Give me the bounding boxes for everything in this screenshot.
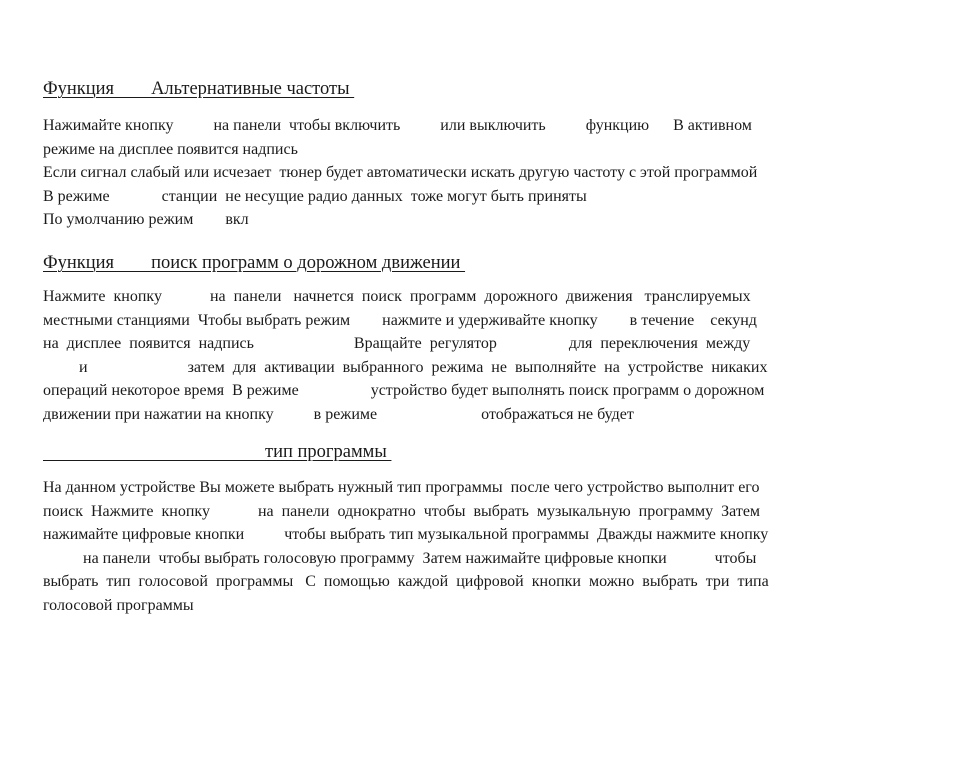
heading-program-type: тип программы (43, 442, 392, 462)
paragraph-line: Нажмите кнопку на панели начнется поиск программ дорожного движения транслируемых (43, 288, 751, 305)
paragraph-line: местными станциями Чтобы выбрать режим нажмите и удерживайте кнопку в течение секунд (43, 311, 757, 329)
paragraph-line: операций некоторое время В режиме устройство будет выполнять поиск программ о дорожном (43, 382, 765, 400)
paragraph-line: движении при нажатии на кнопку в режиме отображаться не будет (43, 405, 634, 423)
section-alternative-frequencies-text (43, 114, 889, 232)
paragraph-line: на панели чтобы выбрать голосовую программу Затем нажимайте цифровые кнопки чтобы (43, 549, 757, 567)
paragraph-line: Нажимайте кнопку на панели чтобы включить или выключить функцию В активном (43, 117, 752, 134)
paragraph-line: выбрать тип голосовой программы С помощью каждой цифровой кнопки можно выбрать три типа (43, 573, 769, 591)
heading-alternative-frequencies: Функция Альтернативные частоты (43, 79, 355, 99)
paragraph-line: По умолчанию режим вкл (43, 211, 249, 229)
paragraph-line: поиск Нажмите кнопку на панели однократно чтобы выбрать музыкальную программу Затем (43, 502, 761, 520)
paragraph-line: В режиме станции не несущие радио данных тоже могут быть приняты (43, 187, 587, 205)
paragraph-line: голосовой программы (43, 596, 194, 614)
paragraph-line: Если сигнал слабый или исчезает тюнер будет автоматически искать другую частоту с этой программой (43, 164, 758, 182)
heading-traffic-program-search: Функция поиск программ о дорожном движении (43, 253, 466, 273)
paragraph-line: на дисплее появится надпись Вращайте регулятор для переключения между (43, 335, 751, 353)
paragraph-line: и затем для активации выбранного режима не выполняйте на устройстве никаких (43, 358, 768, 376)
paragraph-line: На данном устройстве Вы можете выбрать нужный тип программы после чего устройство выполнит его (43, 479, 760, 496)
section-program-type-text (43, 476, 889, 618)
paragraph-line: режиме на дисплее появится надпись (43, 140, 298, 158)
paragraph-line: нажимайте цифровые кнопки чтобы выбрать тип музыкальной программы Дважды нажмите кнопку (43, 526, 769, 544)
section-traffic-program-text (43, 285, 889, 427)
